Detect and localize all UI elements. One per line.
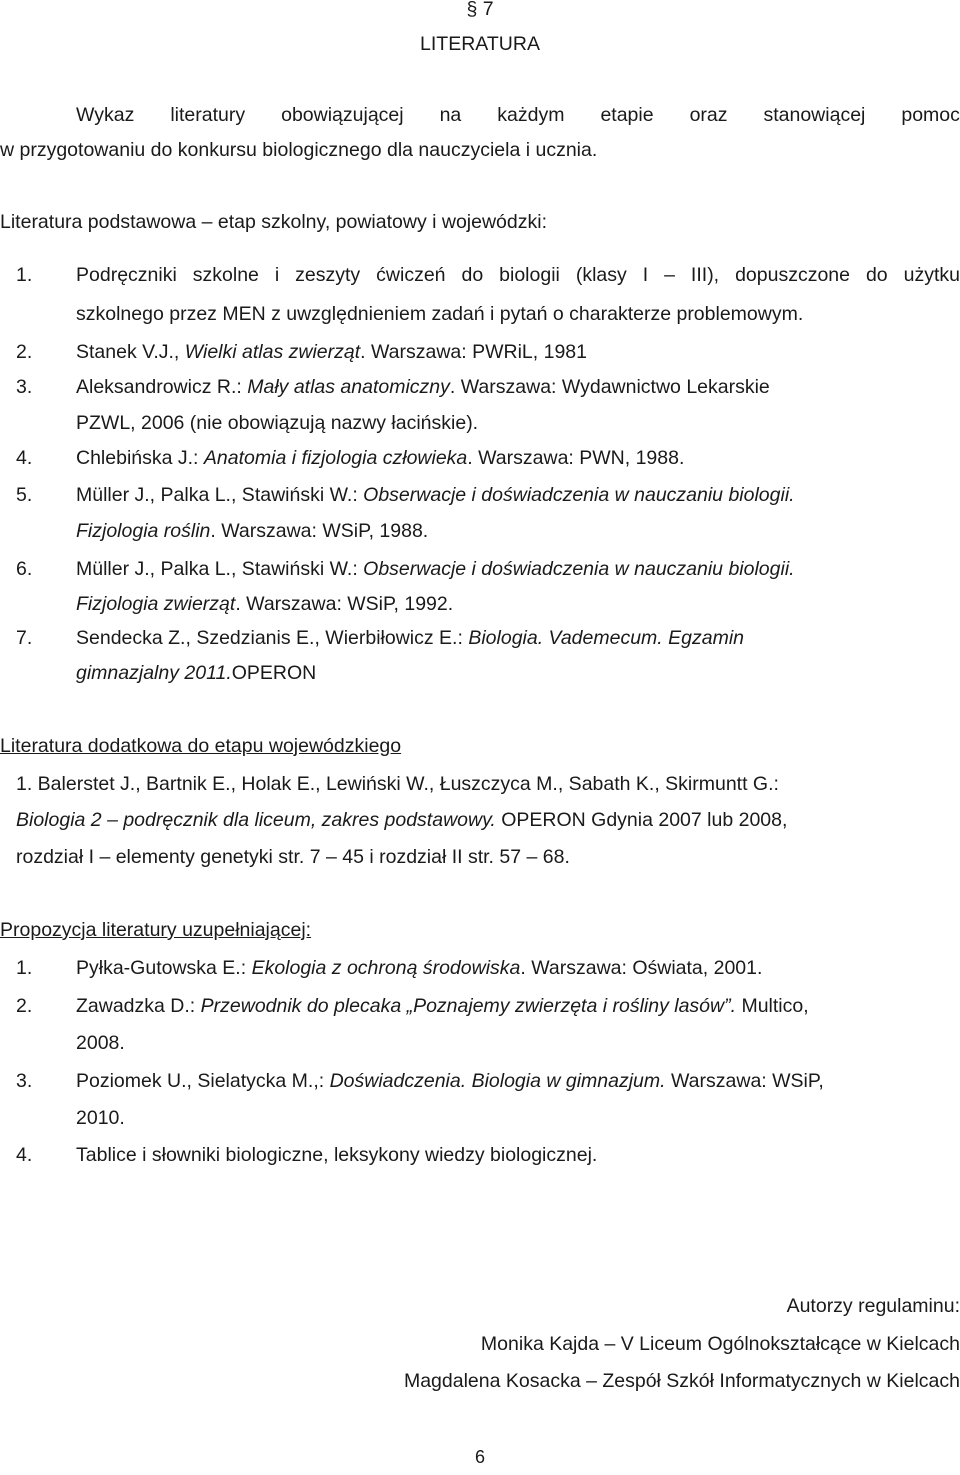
book-title: Przewodnik do plecaka „Poznajemy zwierzęta i rośliny lasów”. bbox=[200, 995, 737, 1017]
list-number: 7. bbox=[16, 627, 33, 649]
list-text bbox=[76, 587, 453, 622]
book-author: Pyłka-Gutowska E.: bbox=[76, 957, 252, 979]
intro-word: etapie bbox=[600, 104, 654, 126]
authors-label: Autorzy regulaminu: bbox=[786, 1295, 960, 1317]
list-text: 2008. bbox=[76, 1032, 125, 1054]
list-text: 2010. bbox=[76, 1107, 125, 1129]
book-publisher: Multico, bbox=[736, 995, 809, 1017]
book-title: Ekologia z ochroną środowiska bbox=[251, 957, 521, 979]
book-title: Obserwacje i doświadczenia w nauczaniu biologii. bbox=[363, 558, 795, 580]
intro-word: na bbox=[439, 104, 462, 126]
book-title: Anatomia i fizjologia człowieka bbox=[203, 447, 468, 469]
intro-word: Wykaz bbox=[76, 104, 135, 126]
list-number: 3. bbox=[16, 376, 33, 398]
book-author: Müller J., Palka L., Stawiński W.: bbox=[76, 484, 364, 506]
list-number: 4. bbox=[16, 447, 33, 469]
author-1: Monika Kajda – V Liceum Ogólnokształcące w Kielcach bbox=[480, 1333, 960, 1355]
list-text bbox=[76, 552, 795, 587]
extra-heading: Literatura dodatkowa do etapu wojewódzkiego bbox=[0, 735, 402, 757]
intro-word: literatury bbox=[170, 104, 246, 126]
book-publisher: . Warszawa: PWRiL, 1981 bbox=[360, 341, 587, 363]
book-publisher: OPERON bbox=[231, 662, 317, 684]
intro-line-2: w przygotowaniu do konkursu biologicznego dla nauczyciela i ucznia. bbox=[0, 139, 598, 161]
book-title: gimnazjalny 2011. bbox=[76, 662, 232, 684]
extra-line-2 bbox=[16, 803, 787, 838]
list-text bbox=[76, 621, 744, 656]
list-text bbox=[76, 951, 762, 986]
book-publisher: . Warszawa: WSiP, 1992. bbox=[235, 593, 454, 615]
list-text bbox=[76, 989, 809, 1024]
section-title: LITERATURA bbox=[420, 33, 540, 55]
intro-word: obowiązującej bbox=[281, 104, 404, 126]
list-text: PZWL, 2006 (nie obowiązują nazwy łacińskie). bbox=[76, 412, 479, 434]
list-text bbox=[76, 441, 684, 476]
book-author: Sendecka Z., Szedzianis E., Wierbiłowicz E.: bbox=[76, 627, 469, 649]
list-text bbox=[76, 370, 960, 405]
list-number: 3. bbox=[16, 1070, 33, 1092]
extra-line-3: rozdział I – elementy genetyki str. 7 – 45 i rozdział II str. 57 – 68. bbox=[16, 846, 570, 868]
book-title: Fizjologia zwierząt bbox=[76, 593, 236, 615]
list-text: szkolnego przez MEN z uwzględnieniem zadań i pytań o charakterze problemowym. bbox=[76, 303, 804, 325]
book-author: Zawadzka D.: bbox=[76, 995, 201, 1017]
intro-word: stanowiącej bbox=[763, 104, 866, 126]
book-title: Fizjologia roślin bbox=[76, 520, 211, 542]
list-number: 1. bbox=[16, 264, 33, 286]
list-number: 1. bbox=[16, 957, 33, 979]
list-text bbox=[76, 1064, 824, 1099]
book-author: Chlebińska J.: bbox=[76, 447, 204, 469]
book-author: Müller J., Palka L., Stawiński W.: bbox=[76, 558, 364, 580]
book-publisher: . Warszawa: Wydawnictwo Lekarskie bbox=[449, 376, 770, 398]
list-text bbox=[76, 656, 316, 691]
book-author: Poziomek U., Sielatycka M.,: bbox=[76, 1070, 330, 1092]
author-2: Magdalena Kosacka – Zespół Szkół Informatycznych w Kielcach bbox=[403, 1370, 960, 1392]
book-publisher: . Warszawa: WSiP, 1988. bbox=[210, 520, 429, 542]
intro-word: każdym bbox=[497, 104, 565, 126]
list-text bbox=[76, 478, 795, 513]
book-publisher: Warszawa: WSiP, bbox=[665, 1070, 824, 1092]
basic-heading: Literatura podstawowa – etap szkolny, powiatowy i wojewódzki: bbox=[0, 211, 547, 233]
list-number: 5. bbox=[16, 484, 33, 506]
list-text: Podręczniki szkolne i zeszyty ćwiczeń do biologii (klasy I – III), dopuszczone do użytku bbox=[76, 264, 960, 286]
book-author: Stanek V.J., bbox=[76, 341, 185, 363]
section-symbol: § 7 bbox=[466, 0, 494, 20]
book-author: Aleksandrowicz R.: bbox=[76, 376, 248, 398]
book-title: Mały atlas anatomiczny bbox=[247, 376, 450, 398]
list-text bbox=[76, 514, 428, 549]
list-number: 6. bbox=[16, 558, 33, 580]
list-number: 2. bbox=[16, 341, 33, 363]
intro-line-1 bbox=[76, 98, 960, 133]
intro-word: pomoc bbox=[901, 104, 960, 126]
page-number: 6 bbox=[474, 1447, 485, 1467]
book-title: Wielki atlas zwierząt bbox=[184, 341, 361, 363]
book-publisher: OPERON Gdynia 2007 lub 2008, bbox=[495, 809, 788, 831]
list-number: 4. bbox=[16, 1144, 33, 1166]
list-text: Tablice i słowniki biologiczne, leksykony wiedzy biologicznej. bbox=[76, 1144, 598, 1166]
book-title: Biologia. Vademecum. Egzamin bbox=[468, 627, 744, 649]
intro-word: oraz bbox=[689, 104, 728, 126]
list-number: 2. bbox=[16, 995, 33, 1017]
book-title: Biologia 2 – podręcznik dla liceum, zakres podstawowy. bbox=[16, 809, 496, 831]
supp-heading: Propozycja literatury uzupełniającej: bbox=[0, 919, 312, 941]
book-publisher: . Warszawa: Oświata, 2001. bbox=[520, 957, 763, 979]
book-publisher: . Warszawa: PWN, 1988. bbox=[467, 447, 685, 469]
book-title: Obserwacje i doświadczenia w nauczaniu biologii. bbox=[363, 484, 795, 506]
extra-line-1: 1. Balerstet J., Bartnik E., Holak E., Lewiński W., Łuszczyca M., Sabath K., Skirmuntt G.: bbox=[16, 773, 779, 795]
list-text bbox=[76, 335, 587, 370]
book-title: Doświadczenia. Biologia w gimnazjum. bbox=[329, 1070, 666, 1092]
